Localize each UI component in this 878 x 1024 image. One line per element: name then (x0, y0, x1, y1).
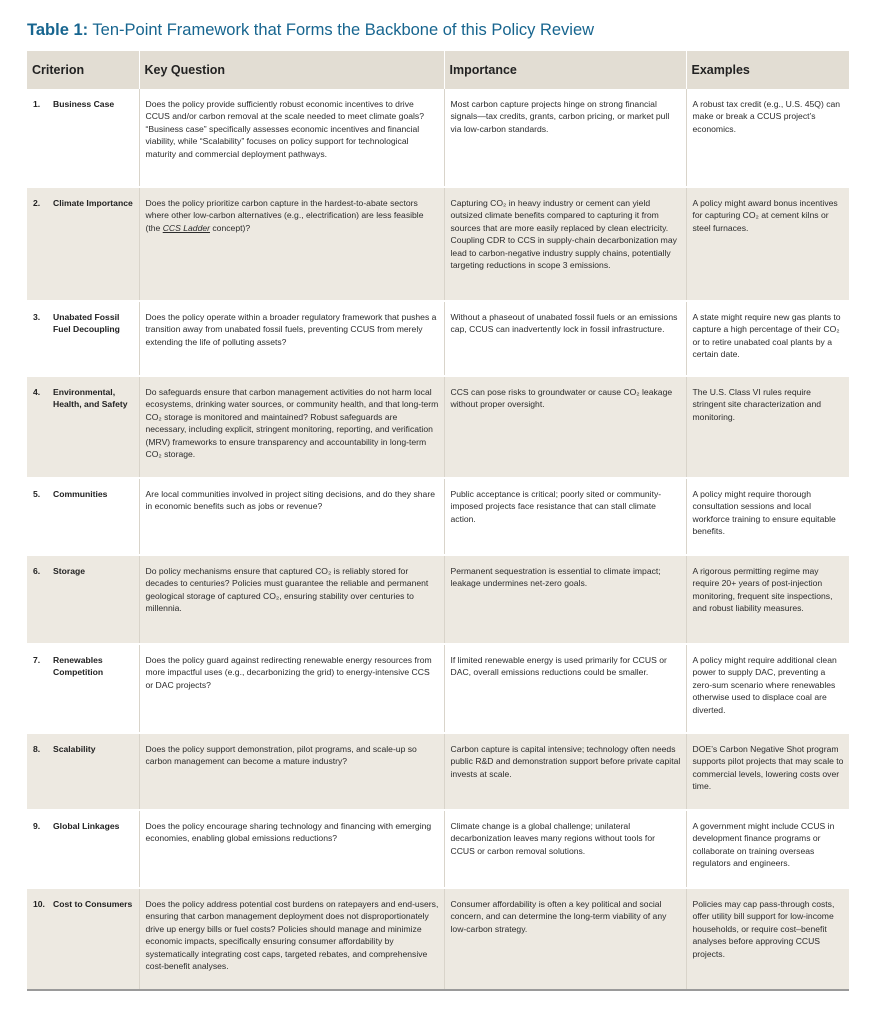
key-question-cell: Does the policy support demonstration, pilot programs, and scale-up so carbon management can become a mature industry? (139, 733, 444, 810)
importance-cell: Consumer affordability is often a key political and social concern, and can determine the long-term viability of any low-carbon strategy. (444, 888, 686, 990)
examples-cell: The U.S. Class VI rules require stringent site characterization and monitoring. (686, 376, 849, 478)
criterion-cell (27, 733, 139, 810)
importance-cell: If limited renewable energy is used primarily for CCUS or DAC, overall emissions reductions could be smaller. (444, 644, 686, 733)
key-question-cell: Does the policy address potential cost burdens on ratepayers and end-users, ensuring that carbon management deployment does not disproportionately drive up energy bills or fuel costs? Policies should manage and minimize economic impacts, specifically ensuring consumer affordability by systematically integrating cost caps, targeted rebates, and comprehensive cost-benefit analyses. (139, 888, 444, 990)
criterion-label: Environmental, Health, and Safety (53, 387, 128, 410)
row-number: 5. (33, 489, 41, 499)
examples-cell: A robust tax credit (e.g., U.S. 45Q) can make or break a CCUS project’s economics. (686, 89, 849, 187)
table-title-lead: Table 1: (27, 21, 89, 39)
table-row (27, 478, 849, 555)
criterion-label: Renewables Competition (53, 655, 104, 678)
table-row (27, 301, 849, 376)
criterion-cell (27, 810, 139, 888)
importance-cell: Climate change is a global challenge; unilateral decarbonization leaves many regions without tools for CCUS or carbon removal solutions. (444, 810, 686, 888)
importance-cell: Capturing CO₂ in heavy industry or cement can yield outsized climate benefits compared to capturing it from sources that are more easily replaced by clean electricity. Coupling CDR to CCS in supply-chain decarbonization may lead to carbon-negative industry supply chains, potentially targeting reductions in scope 3 emissions. (444, 187, 686, 301)
examples-cell: A rigorous permitting regime may require 20+ years of post-injection monitoring, frequent site inspections, and robust liability measures. (686, 555, 849, 644)
importance-cell: Public acceptance is critical; poorly sited or community-imposed projects face resistance that can stall climate action. (444, 478, 686, 555)
importance-cell: CCS can pose risks to groundwater or cause CO₂ leakage without proper oversight. (444, 376, 686, 478)
table-row (27, 733, 849, 810)
framework-table (27, 51, 849, 991)
header-examples: Examples (686, 51, 849, 89)
criterion-label: Communities (53, 489, 108, 499)
key-question-cell: Do policy mechanisms ensure that captured CO₂ is reliably stored for decades to centuries? Policies must guarantee the reliable and permanent geological storage of captured CO₂, ensuring stability over centuries to millennia. (139, 555, 444, 644)
key-question-cell: Do safeguards ensure that carbon management activities do not harm local ecosystems, drinking water sources, or community health, and that long-term CO₂ storage is monitored and maintained? Robust safeguards are necessary, including explicit, stringent monitoring, reporting, and verification (MRV) frameworks to ensure transparency and accountability in long-term CO₂ storage. (139, 376, 444, 478)
row-number: 4. (33, 387, 41, 397)
key-question-text: Does the policy prioritize carbon capture in the hardest-to-abate sectors where other low-carbon alternatives (e.g., electrification) are less feasible (the (145, 198, 424, 233)
table-row (27, 376, 849, 478)
examples-cell: Policies may cap pass-through costs, offer utility bill support for low-income households, or require cost–benefit analyses before approving CCUS projects. (686, 888, 849, 990)
examples-cell: A policy might require additional clean power to supply DAC, preventing a zero-sum scenario where renewables otherwise used to displace coal are diverted. (686, 644, 849, 733)
key-question-cell: Does the policy guard against redirecting renewable energy resources from more impactful uses (e.g., decarbonizing the grid) to energy-intensive CCS or DAC projects? (139, 644, 444, 733)
criterion-label: Unabated Fossil Fuel Decoupling (53, 312, 120, 335)
row-number: 7. (33, 655, 41, 665)
key-question-cell: Does the policy operate within a broader regulatory framework that pushes a transition away from unabated fossil fuels, preventing CCUS from merely extending the life of polluting assets? (139, 301, 444, 376)
criterion-cell (27, 644, 139, 733)
row-number: 3. (33, 312, 41, 322)
table-title (27, 21, 594, 40)
examples-cell: A government might include CCUS in development finance programs or collaborate on training overseas regulators and engineers. (686, 810, 849, 888)
importance-cell: Carbon capture is capital intensive; technology often needs public R&D and demonstration support before private capital invests at scale. (444, 733, 686, 810)
examples-cell: A policy might award bonus incentives for capturing CO₂ at cement kilns or steel furnaces. (686, 187, 849, 301)
key-question-cell (139, 187, 444, 301)
key-question-text: concept)? (210, 222, 251, 233)
key-question-cell: Does the policy provide sufficiently robust economic incentives to drive CCUS and/or carbon removal at the scale needed to meet climate goals? “Business case” specifically assesses economic incentives and financial viability, while “Scalability” focuses on policy support for technological maturity and commercial deployment pathways. (139, 89, 444, 187)
row-number: 2. (33, 198, 41, 208)
table-title-text: Ten-Point Framework that Forms the Backbone of this Policy Review (88, 21, 595, 39)
criterion-label: Cost to Consumers (53, 899, 133, 909)
table-row (27, 187, 849, 301)
criterion-cell (27, 555, 139, 644)
examples-cell: DOE’s Carbon Negative Shot program supports pilot projects that may scale to commercial levels, lowering costs over time. (686, 733, 849, 810)
header-importance: Importance (444, 51, 686, 89)
importance-cell: Most carbon capture projects hinge on strong financial signals—tax credits, grants, carbon pricing, or market pull via low-carbon standards. (444, 89, 686, 187)
row-number: 9. (33, 821, 41, 831)
examples-cell: A policy might require thorough consultation sessions and local workforce training to ensure equitable benefits. (686, 478, 849, 555)
importance-cell: Without a phaseout of unabated fossil fuels or an emissions cap, CCUS can inadvertently lock in fossil infrastructure. (444, 301, 686, 376)
criterion-label: Business Case (53, 99, 115, 109)
criterion-cell (27, 888, 139, 990)
criterion-cell (27, 301, 139, 376)
criterion-cell (27, 376, 139, 478)
criterion-label: Global Linkages (53, 821, 120, 831)
criterion-cell (27, 187, 139, 301)
criterion-label: Scalability (53, 744, 96, 754)
row-number: 1. (33, 99, 41, 109)
key-question-cell: Does the policy encourage sharing technology and financing with emerging economies, enabling global emissions reductions? (139, 810, 444, 888)
table-row (27, 555, 849, 644)
table-row (27, 810, 849, 888)
examples-cell: A state might require new gas plants to capture a high percentage of their CO₂ or to retire unabated coal plants by a certain date. (686, 301, 849, 376)
criterion-cell (27, 478, 139, 555)
table-row (27, 888, 849, 990)
row-number: 8. (33, 744, 41, 754)
key-question-cell: Are local communities involved in project siting decisions, and do they share in economic benefits such as jobs or revenue? (139, 478, 444, 555)
ccs-ladder-link[interactable]: CCS Ladder (162, 222, 210, 233)
importance-cell: Permanent sequestration is essential to climate impact; leakage undermines net-zero goals. (444, 555, 686, 644)
criterion-label: Storage (53, 566, 85, 576)
row-number: 6. (33, 566, 41, 576)
criterion-label: Climate Importance (53, 198, 133, 208)
header-criterion: Criterion (27, 51, 139, 89)
header-key-question: Key Question (139, 51, 444, 89)
row-number: 10. (33, 899, 45, 909)
table-row (27, 89, 849, 187)
table-row (27, 644, 849, 733)
header-row (27, 51, 849, 89)
criterion-cell (27, 89, 139, 187)
